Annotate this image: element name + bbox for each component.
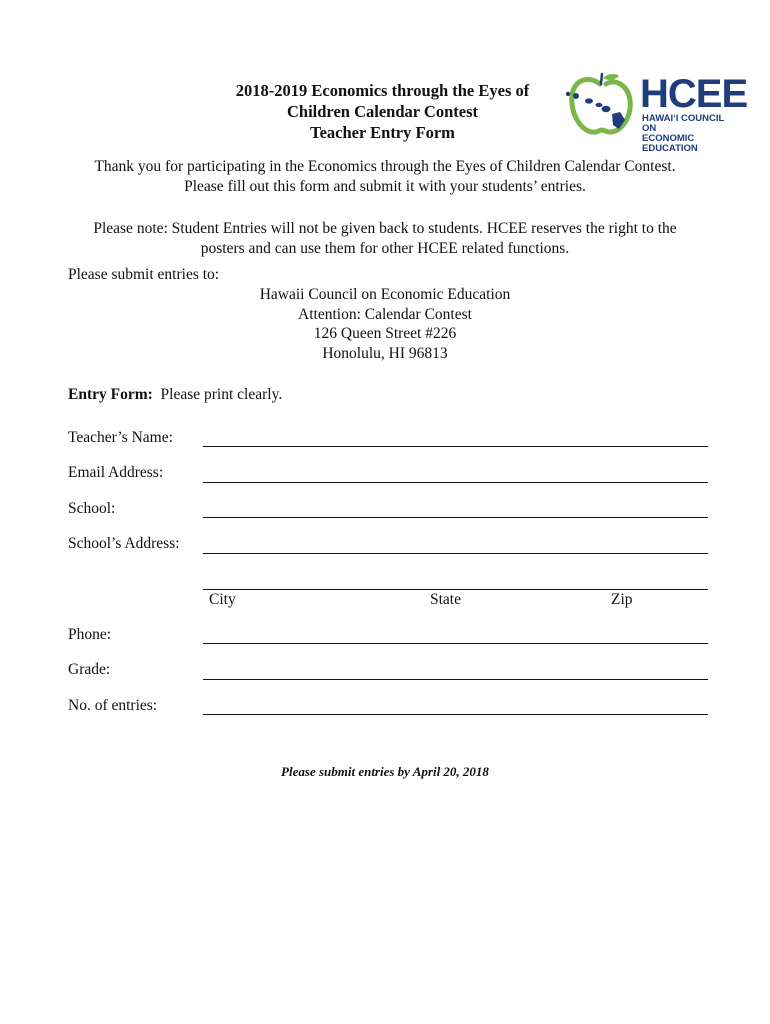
apple-hawaii-icon bbox=[562, 72, 640, 138]
note-line-1: Please note: Student Entries will not be given back to students. HCEE reserves the right to the bbox=[93, 220, 677, 237]
page-title bbox=[190, 80, 575, 143]
mailing-address bbox=[190, 285, 580, 363]
logo-wordmark: HCEE bbox=[640, 72, 748, 116]
address-line-3: 126 Queen Street #226 bbox=[313, 325, 457, 342]
state-sublabel: State bbox=[430, 591, 461, 608]
teacher-name-field[interactable] bbox=[203, 446, 708, 447]
teacher-name-label: Teacher’s Name: bbox=[68, 429, 173, 446]
email-label: Email Address: bbox=[68, 464, 164, 481]
hcee-logo bbox=[562, 72, 748, 154]
intro-line-2: Please fill out this form and submit it with your students’ entries. bbox=[184, 178, 586, 195]
school-field[interactable] bbox=[203, 517, 708, 518]
entry-form-heading-bold: Entry Form: bbox=[68, 386, 153, 403]
title-line-2: Children Calendar Contest bbox=[287, 102, 478, 121]
school-address-field[interactable] bbox=[203, 553, 708, 554]
logo-subtitle-line-2: ECONOMIC EDUCATION bbox=[642, 133, 698, 154]
phone-label: Phone: bbox=[68, 626, 112, 643]
entry-form-heading bbox=[68, 386, 282, 404]
email-field[interactable] bbox=[203, 482, 708, 483]
address-line-4: Honolulu, HI 96813 bbox=[322, 344, 448, 362]
school-label: School: bbox=[68, 500, 116, 517]
entries-label: No. of entries: bbox=[68, 697, 158, 714]
address-line-1: Hawaii Council on Economic Education bbox=[259, 286, 511, 303]
note-line-2: posters and can use them for other HCEE related functions. bbox=[200, 240, 570, 257]
phone-field[interactable] bbox=[203, 643, 708, 644]
logo-subtitle bbox=[642, 114, 734, 154]
intro-paragraph bbox=[60, 157, 710, 197]
title-line-3: Teacher Entry Form bbox=[310, 123, 455, 142]
city-state-zip-field[interactable] bbox=[203, 589, 708, 590]
deadline-note: Please submit entries by April 20, 2018 bbox=[281, 764, 489, 779]
city-sublabel: City bbox=[209, 591, 236, 608]
entries-field[interactable] bbox=[203, 714, 708, 715]
title-line-1: 2018-2019 Economics through the Eyes of bbox=[235, 81, 530, 100]
address-line-2: Attention: Calendar Contest bbox=[298, 305, 472, 323]
intro-line-1: Thank you for participating in the Economics through the Eyes of Children Calendar Contest. bbox=[94, 158, 676, 175]
logo-subtitle-line-1: HAWAI‘I COUNCIL ON bbox=[642, 113, 725, 134]
note-paragraph bbox=[60, 219, 710, 259]
school-address-label: School’s Address: bbox=[68, 535, 180, 552]
grade-label: Grade: bbox=[68, 661, 111, 678]
submit-label: Please submit entries to: bbox=[68, 266, 220, 283]
zip-sublabel: Zip bbox=[611, 591, 633, 608]
entry-form-heading-rest: Please print clearly. bbox=[152, 386, 283, 403]
grade-field[interactable] bbox=[203, 679, 708, 680]
